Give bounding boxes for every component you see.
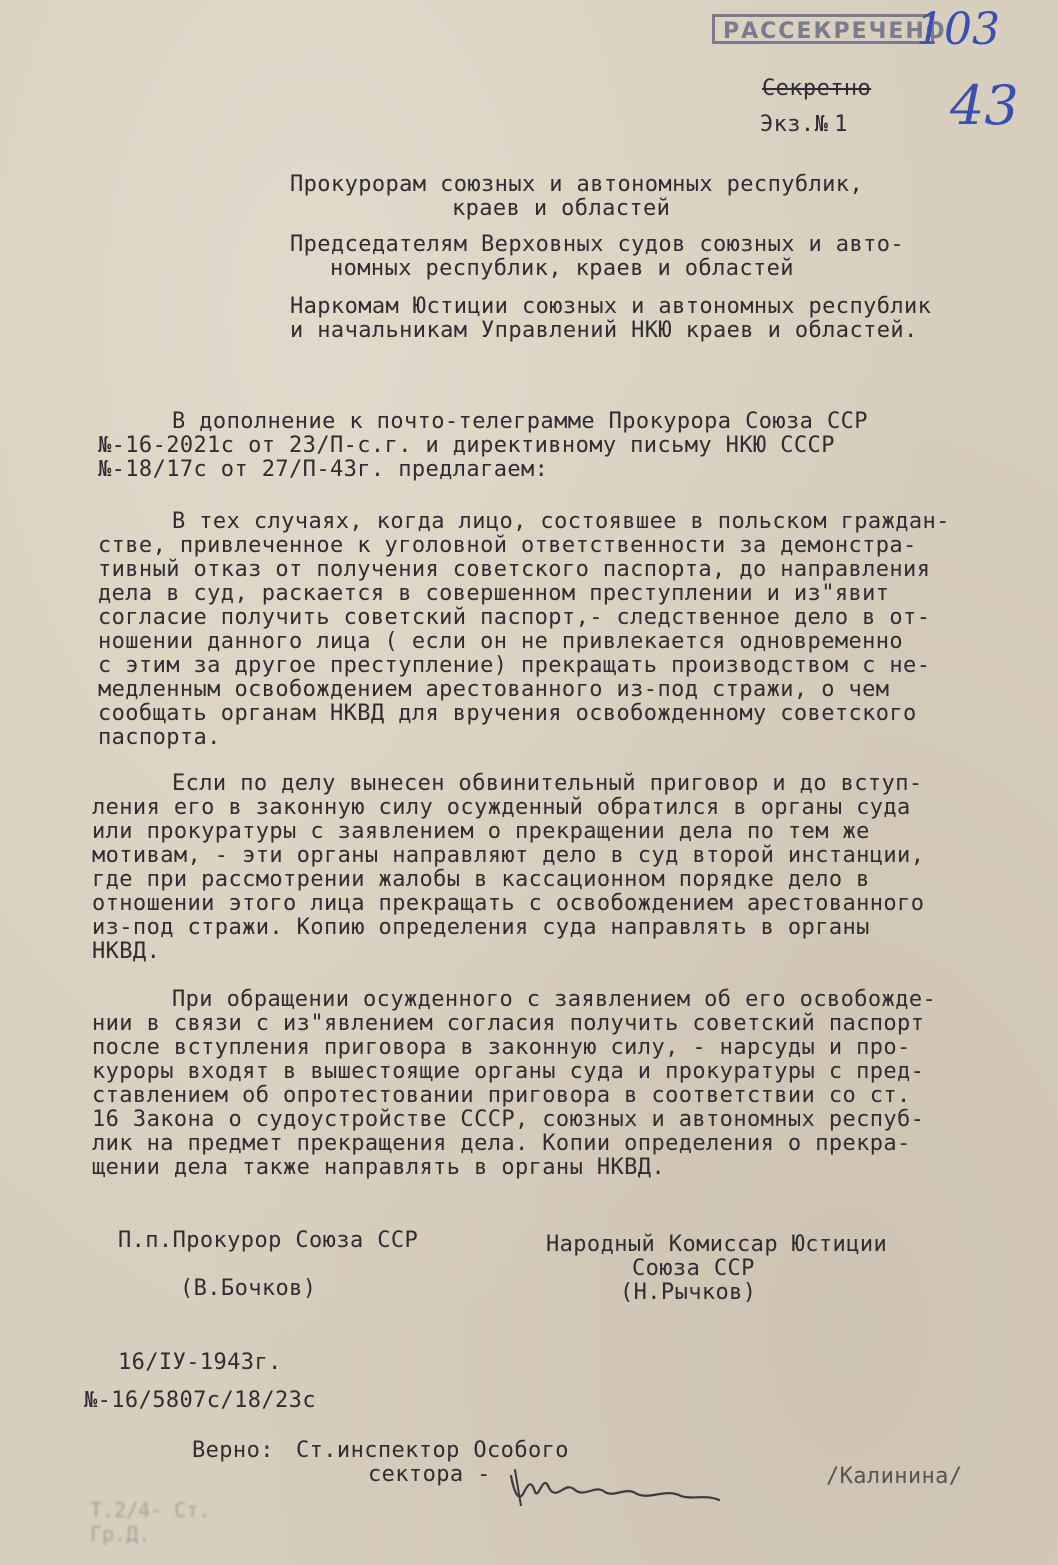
para1-line-9: сообщать органам НКВД для вручения освобожденному советского [98,701,917,726]
faded-note-line-1: Т.2/4- Ст. [90,1498,211,1522]
para1-line-2: стве, привлеченное к уголовной ответственности за демонстра- [98,533,917,558]
para3-line-3: после вступления приговора в законную силу, - нарсуды и про- [92,1035,911,1060]
handwritten-sheet-number: 103 [916,4,1000,55]
left-signatory-title: П.п.Прокурор Союза ССР [118,1228,419,1253]
outgoing-number: №-16/5807с/18/23с [84,1388,316,1413]
verify-label: Верно: [192,1438,274,1463]
para1-line-4: дела в суд, раскается в совершенном преступлении и из"явит [98,581,890,606]
para2-line-2: ления его в законную силу осужденный обратился в органы суда [92,795,911,820]
para2-line-8: НКВД. [92,939,161,964]
para2-line-7: из-под стражи. Копию определения суда направлять в органы [92,915,870,940]
para2-line-5: где при рассмотрении жалобы в кассационном порядке дело в [92,867,870,892]
declassified-stamp [712,14,947,44]
para3-line-4: куроры входят в вышестоящие органы суда и прокуратуры с пред- [92,1059,925,1084]
para1-line-1: В тех случаях, когда лицо, состоявшее в польском граждан- [172,509,950,534]
inspector-line-2: сектора - [368,1462,491,1487]
secrecy-label: Секретно [762,76,872,101]
right-signatory-title-1: Народный Комиссар Юстиции [546,1232,888,1257]
addressee-2-line-1: Председателям Верховных судов союзных и авто- [290,232,905,257]
inspector-name: /Калинина/ [826,1464,963,1489]
para1-line-8: медленным освобождением арестованного из-под стражи, о чем [98,677,890,702]
para1-line-3: тивный отказ от получения советского паспорта, до направления [98,557,931,582]
document-date: 16/IУ-1943г. [118,1350,282,1375]
addressee-3-line-1: Наркомам Юстиции союзных и автономных республик [290,294,932,319]
para2-line-3: или прокуратуры с заявлением о прекращении дела по тем же [92,819,870,844]
para1-line-10: паспорта. [98,725,221,750]
handwritten-page-number: 43 [950,74,1019,137]
right-signatory-title-2: Союза ССР [632,1256,755,1281]
stamp-text: РАССЕКРЕЧЕНО [723,19,947,44]
addressee-2-line-2: номных республик, краев и областей [330,256,794,281]
faded-note [90,1498,280,1554]
handwritten-signature [505,1466,735,1506]
intro-line-1: В дополнение к почто-телеграмме Прокурора Союза ССР [172,409,868,434]
para3-line-7: лик на предмет прекращения дела. Копии определения о прекра- [92,1131,911,1156]
para1-line-5: согласие получить советский паспорт,- следственное дело в от- [98,605,931,630]
intro-line-3: №-18/17с от 27/П-43г. предлагаем: [98,457,549,482]
intro-line-2: №-16-2021с от 23/П-с.г. и директивному письму НКЮ СССР [98,433,835,458]
para1-line-6: ношении данного лица ( если он не привлекается одновременно [98,629,904,654]
para2-line-4: мотивам, - эти органы направляют дело в суд второй инстанции, [92,843,925,868]
copy-number: Экз.№ 1 [760,112,848,137]
addressee-1-line-1: Прокурорам союзных и автономных республик, [290,172,864,197]
para3-line-1: При обращении осужденного с заявлением об его освобожде- [172,987,937,1012]
para3-line-5: ставлением об опротестовании приговора в соответствии со ст. [92,1083,911,1108]
inspector-line-1: Ст.инспектор Особого [296,1438,569,1463]
para2-line-1: Если по делу вынесен обвинительный приговор и до вступ- [172,771,923,796]
addressee-3-line-2: и начальникам Управлений НКЮ краев и областей. [290,318,918,343]
left-signatory-name: (В.Бочков) [180,1276,317,1301]
faded-note-line-2: Гр.Д. [90,1522,151,1546]
para3-line-8: щении дела также направлять в органы НКВД. [92,1155,666,1180]
para1-line-7: с этим за другое преступление) прекращать производством с не- [98,653,931,678]
para3-line-6: 16 Закона о судоустройстве СССР, союзных и автономных респуб- [92,1107,925,1132]
para3-line-2: нии в связи с из"явлением согласия получить советский паспорт [92,1011,925,1036]
para2-line-6: отношении этого лица прекращать с освобождением арестованного [92,891,925,916]
addressee-1-line-2: краев и областей [452,196,671,221]
right-signatory-name: (Н.Рычков) [620,1280,757,1305]
